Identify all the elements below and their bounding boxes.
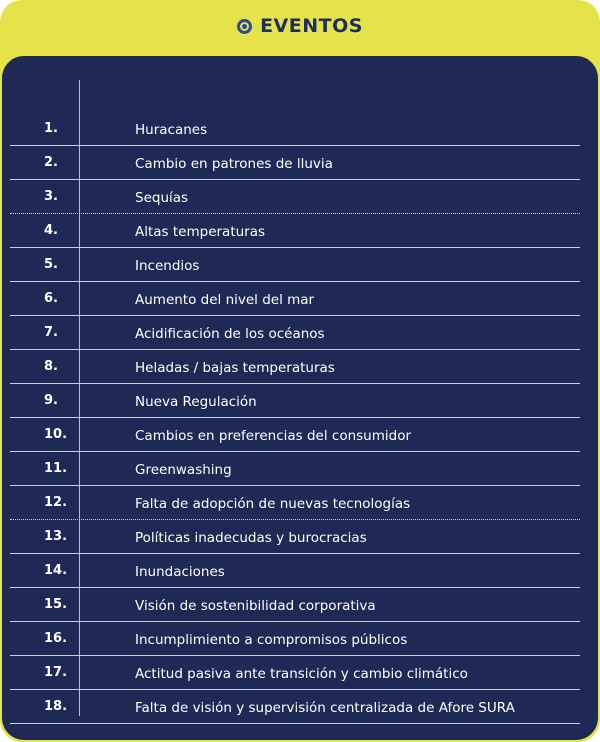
item-label: Altas temperaturas: [135, 224, 266, 240]
spacer: [10, 656, 580, 690]
item-label: Inundaciones: [135, 564, 225, 580]
list-item: [10, 520, 580, 554]
list-item: [10, 112, 580, 146]
item-number: 3.: [44, 189, 58, 204]
item-number: 11.: [44, 461, 68, 476]
item-label: Cambio en patrones de lluvia: [135, 156, 333, 172]
list-item: [10, 282, 580, 316]
item-label: Sequías: [135, 190, 189, 206]
item-number: 6.: [44, 291, 58, 306]
item-number: 15.: [44, 597, 68, 612]
item-number: 18.: [44, 699, 68, 714]
item-label: Incumplimiento a compromisos públicos: [135, 632, 408, 648]
item-label: Políticas inadecudas y burocracias: [135, 530, 367, 546]
item-label: Falta de visión y supervisión centralizada de Afore SURA: [135, 700, 515, 716]
item-number: 9.: [44, 393, 58, 408]
item-label: Visión de sostenibilidad corporativa: [135, 598, 376, 614]
events-panel: [2, 56, 598, 740]
divider: [10, 723, 580, 724]
item-number: 5.: [44, 257, 58, 272]
item-number: 8.: [44, 359, 58, 374]
item-number: 2.: [44, 155, 58, 170]
list-item: [10, 690, 580, 724]
item-label: Greenwashing: [135, 462, 232, 478]
item-label: Heladas / bajas temperaturas: [135, 360, 335, 376]
list-item: [10, 588, 580, 622]
list-item: [10, 452, 580, 486]
item-label: Acidificación de los océanos: [135, 326, 325, 342]
list-item: [10, 316, 580, 350]
item-number: 1.: [44, 121, 58, 136]
page-title: EVENTOS: [260, 15, 363, 37]
item-number: 14.: [44, 563, 68, 578]
list-item: [10, 350, 580, 384]
item-number: 13.: [44, 529, 68, 544]
list-item: [10, 180, 580, 214]
item-number: 4.: [44, 223, 58, 238]
item-label: Nueva Regulación: [135, 394, 257, 410]
list-item: [10, 384, 580, 418]
item-label: Aumento del nivel del mar: [135, 292, 315, 308]
item-number: 16.: [44, 631, 68, 646]
list-item: [10, 622, 580, 656]
item-number: 17.: [44, 665, 68, 680]
item-number: 12.: [44, 495, 68, 510]
list-item: [10, 418, 580, 452]
list-item: [10, 146, 580, 180]
list-item: [10, 248, 580, 282]
item-label: Falta de adopción de nuevas tecnologías: [135, 496, 411, 512]
item-number: 10.: [44, 427, 68, 442]
item-label: Cambios en preferencias del consumidor: [135, 428, 412, 444]
target-icon: [237, 19, 252, 34]
list-item: [10, 214, 580, 248]
item-number: 7.: [44, 325, 58, 340]
header: [0, 0, 600, 52]
item-label: Actitud pasiva ante transición y cambio climático: [135, 666, 468, 682]
item-label: Huracanes: [135, 122, 208, 138]
list-item: [10, 486, 580, 520]
item-label: Incendios: [135, 258, 200, 274]
list-item: [10, 554, 580, 588]
